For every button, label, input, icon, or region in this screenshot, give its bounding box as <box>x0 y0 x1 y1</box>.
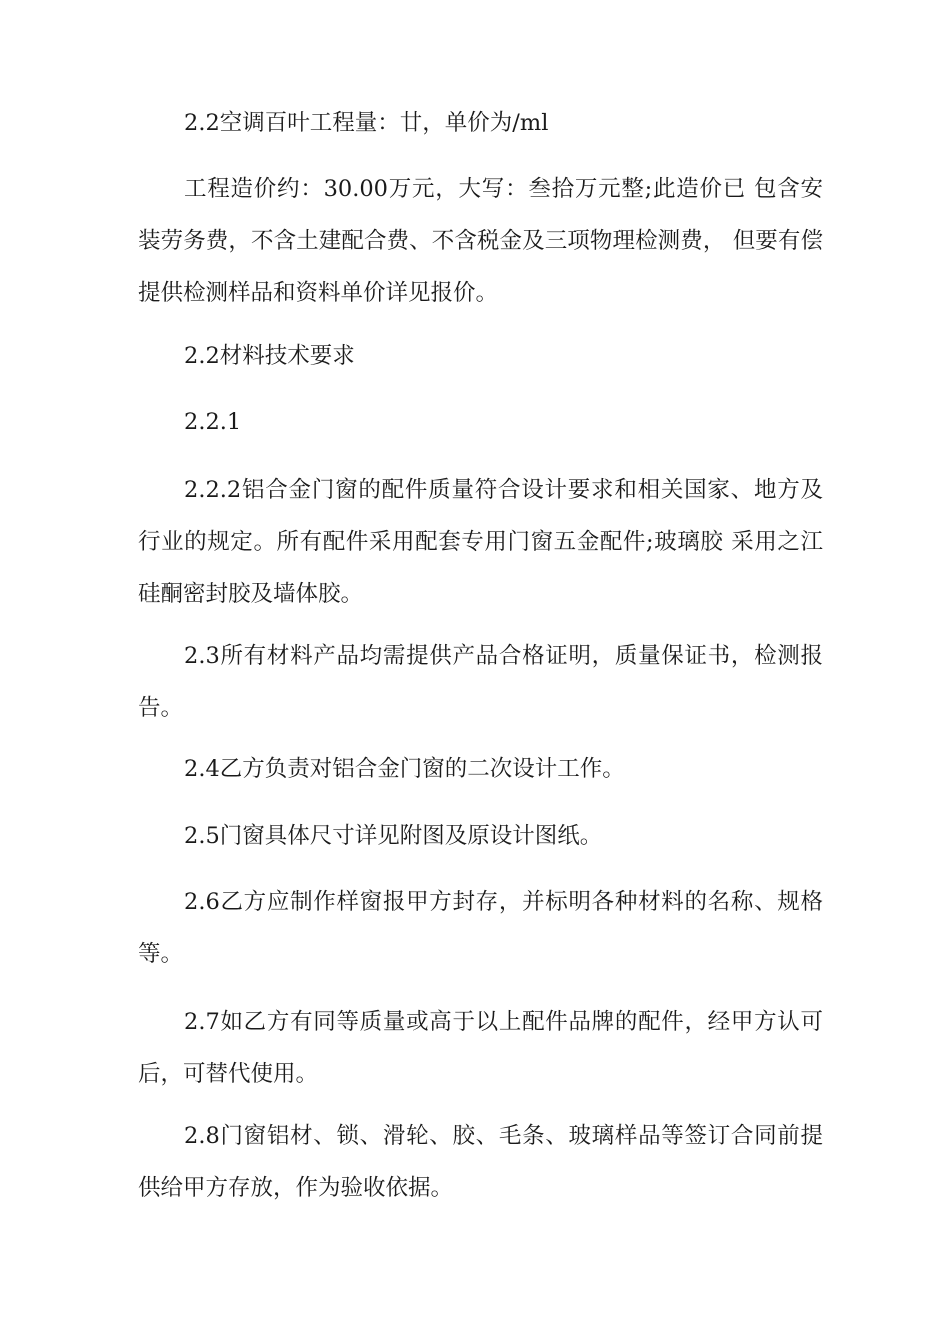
paragraph-2-2-1: 2.2.1 <box>184 409 242 435</box>
paragraph-material-requirements: 2.2材料技术要求 <box>184 343 355 369</box>
paragraph-2-4-secondary-design: 2.4乙方负责对铝合金门窗的二次设计工作。 <box>184 756 625 782</box>
paragraph-2-5-dimensions: 2.5门窗具体尺寸详见附图及原设计图纸。 <box>184 823 603 849</box>
paragraph-2-3-certificates: 2.3所有材料产品均需提供产品合格证明，质量保证书，检测报告。 <box>138 643 823 721</box>
paragraph-aircon-louver-quantity: 2.2空调百叶工程量：廿，单价为/ml <box>184 110 549 136</box>
paragraph-2-7-substitution: 2.7如乙方有同等质量或高于以上配件品牌的配件，经甲方认可后，可替代使用。 <box>138 1009 823 1087</box>
paragraph-2-8-samples: 2.8门窗铝材、锁、滑轮、胶、毛条、玻璃样品等签订合同前提供给甲方存放，作为验收依据。 <box>138 1123 823 1201</box>
paragraph-2-6-sample-window: 2.6乙方应制作样窗报甲方封存，并标明各种材料的名称、规格等。 <box>138 889 823 967</box>
paragraph-2-2-2-fittings: 2.2.2铝合金门窗的配件质量符合设计要求和相关国家、地方及行业的规定。所有配件采用配套专用门窗五金配件;玻璃胶 采用之江硅酮密封胶及墙体胶。 <box>138 477 823 607</box>
paragraph-project-cost: 工程造价约：30.00万元，大写：叁拾万元整;此造价已 包含安装劳务费，不含土建配合费、不含税金及三项物理检测费， 但要有偿提供检测样品和资料单价详见报价。 <box>138 176 823 306</box>
